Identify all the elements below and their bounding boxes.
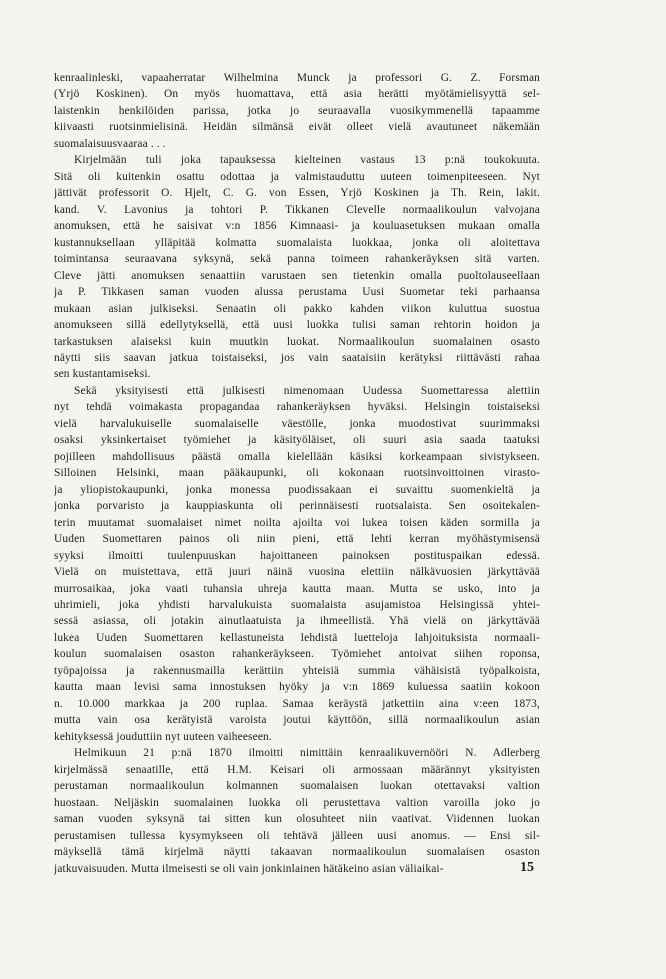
- paragraph: [54, 383, 540, 745]
- text-line: anomukseen sillä edellytyksellä, että uusi luokka tulisi saman rehtorin hoidon ja: [54, 319, 540, 332]
- text-line: Uuden Suomettaren painos oli niin pieni, että lehti kerran myöhästymisensä: [54, 533, 540, 546]
- text-line: huostaan. Neljäskin suomalainen luokka oli perustettava valtion varoilla joko jo: [54, 796, 540, 809]
- text-line: laistenkin henkilöiden parissa, jotka jo seuraavalla vuosikymmenellä tapaamme: [54, 104, 540, 117]
- text-line: toimintansa seuraavana syksynä, sekä panna toimeen rahankeräyksen sitä varten.: [54, 253, 540, 266]
- text-line: Helmikuun 21 p:nä 1870 ilmoitti nimittäin kenraalikuvernööri N. Adlerberg: [74, 747, 540, 760]
- text-line: murrosaikaa, joka vaati tuhansia uhreja kautta maan. Mutta se usko, into ja: [54, 582, 540, 595]
- text-line: mutta vain osa kerätyistä varoista joutui käyttöön, sillä normaalikoulun asian: [54, 714, 540, 727]
- text-line: kirjelmässä senaatille, että H.M. Keisari oli armossaan määrännyt yksityisten: [54, 763, 540, 776]
- text-line: mäyksellä tämä kirjelmä näytti takaavan normaalikoulun suomalaisen osaston: [54, 846, 540, 859]
- text-line: (Yrjö Koskinen). On myös huomattava, että asia herätti myötämielisyyttä sel-: [54, 88, 540, 101]
- text-line: ja P. Tikkasen saman vuoden alussa perustama Uusi Suometar teki parhaansa: [54, 286, 540, 299]
- text-line: sessä asiassa, oli jotakin ainutlaatuista ja ihmeellistä. Yhä vielä on järkyttävää: [54, 615, 540, 628]
- text-line: tarkastuksen alaiseksi kuin muutkin luokat. Normaalikoulun suomalainen osasto: [54, 335, 540, 348]
- paragraph: [54, 70, 540, 152]
- text-line: kand. V. Lavonius ja tohtori P. Tikkanen Clevelle normaalikoulun valvojana: [54, 203, 540, 216]
- text-line: nyt tehdä voimakasta propagandaa rahankeräyksen hyväksi. Helsingin toistaiseksi: [54, 401, 540, 414]
- text-line: koulun suomalaisen osaston rahankeräykseen. Työmiehet antoivat siihen roponsa,: [54, 648, 540, 661]
- body-text: [54, 70, 540, 877]
- text-line: uhrimieli, joka yhdisti harvalukuista suomalaista asujamistoa Helsingissä yhtei-: [54, 599, 540, 611]
- text-line: perustaman normaalikoulun kolmannen suomalaisen luokan otettavaksi valtion: [54, 780, 540, 793]
- text-line: perustamisen tullessa kysymykseen oli tehtävä jälleen uusi anomus. — Ensi sil-: [54, 829, 540, 842]
- text-line: n. 10.000 markkaa ja 200 ruplaa. Samaa keräystä jatkettiin aina v:een 1873,: [54, 697, 540, 710]
- text-line: Silloinen Helsinki, maan pääkaupunki, oli kokonaan ruotsinvoittoinen virasto-: [54, 467, 540, 480]
- text-line: osaksi yksinkertaiset työmiehet ja käsityöläiset, oli suuri asia saada taatuksi: [54, 434, 540, 447]
- text-line: pojilleen mahdollisuus päästä omalla kielellään käsiksi korkeampaan sivistykseen.: [54, 450, 540, 463]
- text-line: näytti siis saavan jatkua toistaiseksi, jos vain saataisiin kerätyksi riittävästi rahaa: [54, 351, 540, 364]
- text-line: Sekä yksityisesti että julkisesti nimenomaan Uudessa Suomettaressa alettiin: [74, 384, 540, 397]
- text-line: Sitä oli kuitenkin osattu odottaa ja valmistauduttu uuteen toimenpiteeseen. Nyt: [54, 170, 540, 183]
- text-line: kehityksessä jouduttiin nyt uuteen vaiheeseen.: [54, 730, 272, 743]
- text-line: työpajoissa ja rakennusmailla kerättiin yhteisiä summia vähäisistä työpalkoista,: [54, 664, 540, 677]
- text-line: jatkuvaisuuden. Mutta ilmeisesti se oli vain jonkinlainen hätäkeino asian väliaikai-: [54, 862, 444, 875]
- text-line: suomalaisuusvaaraa . . .: [54, 137, 166, 150]
- text-line: Kirjelmään tuli joka tapauksessa kielteinen vastaus 13 p:nä toukokuuta.: [74, 154, 540, 167]
- text-line: lukea Uuden Suomettaren kellastuneista lehdistä luetteloja lahjoituksista normaali-: [54, 631, 540, 644]
- paragraph: [54, 745, 540, 877]
- text-line: jonka porvaristo ja kauppiaskunta oli perinnäisesti ruotsalaista. Sen osoitekalen-: [54, 500, 540, 513]
- text-line: saman vuoden syksynä tai sitten kun olosuhteet niin vaativat. Viidennen luokan: [54, 813, 540, 826]
- text-line: kenraalinleski, vapaaherratar Wilhelmina Munck ja professori G. Z. Forsman: [54, 72, 540, 84]
- text-line: Cleve jätti anomuksen senaattiin varustaen sen tietenkin omalla puoltolauseellaan: [54, 269, 540, 282]
- text-line: syyksi ilmoitti tuulenpuuskan hajoittaneen painoksen postituspaikan edessä.: [54, 549, 540, 562]
- text-line: ja yliopistokaupunki, jonka monessa puodissakaan ei suvaittu suomenkieltä ja: [54, 483, 540, 496]
- text-line: sen kustantamiseksi.: [54, 368, 151, 381]
- text-line: terin muutamat suomalaiset nimet noilta ajoilta voi lukea toisen käden sormilla ja: [54, 516, 540, 529]
- text-line: jättivät professorit O. Hjelt, C. G. von Essen, Yrjö Koskinen ja Th. Rein, lakit.: [54, 187, 540, 200]
- text-line: anomuksen, että he saisivat v:n 1856 Kimnaasi- ja kouluasetuksen mukaan omalla: [54, 220, 540, 233]
- text-line: kustannuksellaan ylläpitää kolmatta suomalaista luokkaa, jonka oli aloitettava: [54, 236, 540, 249]
- page-number: 15: [520, 860, 534, 875]
- text-line: mukaan asian julkiseksi. Senaatin oli pakko kahden viikon kuluttua suostua: [54, 302, 540, 315]
- text-line: kiivaasti ruotsinmielisinä. Heidän silmänsä eivät olleet vielä avautuneet näkemään: [54, 121, 540, 134]
- text-line: kautta maan levisi sama innostuksen hyöky ja v:n 1869 kuluessa saatiin kokoon: [54, 681, 540, 694]
- paragraph: [54, 152, 540, 383]
- text-line: vielä harvalukuiselle suomalaiselle väestölle, jonka muodostivat suurimmaksi: [54, 417, 540, 430]
- text-line: Vielä on muistettava, että juuri näinä vuosina elettiin nälkävuosien järkyttävää: [54, 566, 540, 579]
